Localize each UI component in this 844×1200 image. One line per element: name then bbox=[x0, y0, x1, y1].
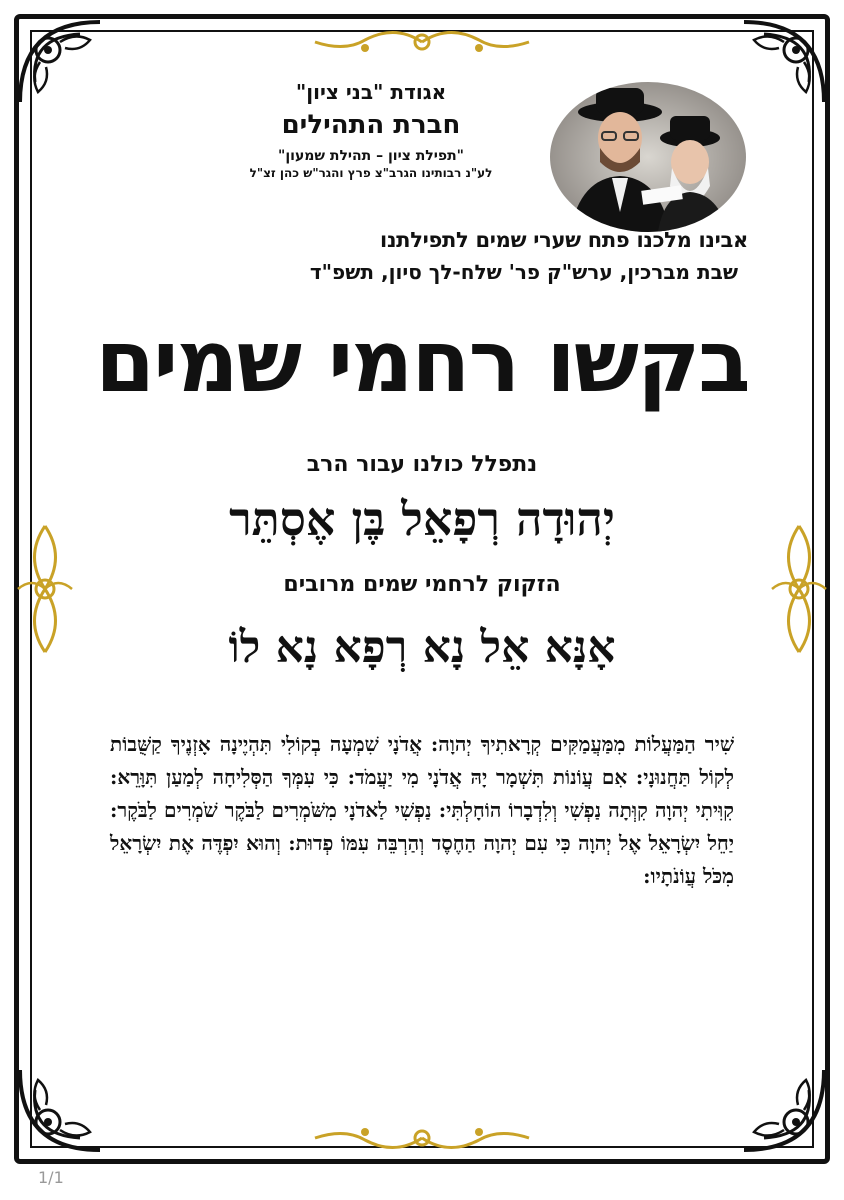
corner-flourish-icon bbox=[734, 12, 834, 112]
gold-ornament-icon bbox=[768, 522, 830, 656]
corner-flourish-icon bbox=[10, 1060, 110, 1160]
plea-line: אָנָּא אֵל נָא רְפָא נָא לוֹ bbox=[228, 622, 616, 673]
page-title: בקשו רחמי שמים bbox=[95, 312, 749, 412]
psalm-text: שִׁיר הַמַּעֲלוֹת מִמַּעֲמַקִּים קְרָאתִיךָ יְהוָה: אֲדֹנָי שִׁמְעָה בְקוֹלִי תִּהְיֶינָה אָזְנֶיךָ קַשֻּׁבוֹת לְקוֹל תַּחֲנוּנָי: אִם עֲוֹנוֹת תִּשְׁמָר יָהּ אֲדֹנָי מִי יַעֲמֹד: כִּי עִמְּךָ הַסְּלִיחָה לְמַעַן תִּוָּרֵא: קִוִּיתִי יְהוָה קִוְּתָה נַפְשִׁי וְלִדְבָרוֹ הוֹחָלְתִּי: נַפְשִׁי לַאדֹנָי מִשֹּׁמְרִים לַבֹּקֶר שֹׁמְרִים לַבֹּקֶר: יַחֵל יִשְׂרָאֵל אֶל יְהוָה כִּי עִם יְהוָה הַחֶסֶד וְהַרְבֵּה עִמּוֹ פְדוּת: וְהוּא יִפְדֶּה אֶת יִשְׂרָאֵל מִכֹּל עֲוֹנֹתָיו: bbox=[110, 732, 734, 888]
dedication-line: לע"נ רבותינו הגרב"צ פרץ והגר"ש כהן זצ"ל bbox=[249, 166, 493, 180]
page-counter: 1/1 bbox=[38, 1168, 64, 1187]
organization-block bbox=[206, 80, 536, 180]
pray-for-line: נתפלל כולנו עבור הרב bbox=[306, 452, 538, 477]
gold-ornament-icon bbox=[14, 522, 76, 656]
corner-flourish-icon bbox=[10, 12, 110, 112]
gold-ornament-icon bbox=[305, 1118, 539, 1158]
date-line: שבת מברכין, ערש"ק פר' שלח-לך סיון, תשפ"ד bbox=[309, 260, 738, 284]
header-block bbox=[98, 62, 746, 292]
motto-line: אבינו מלכנו פתח שערי שמים לתפילתנו bbox=[380, 228, 748, 252]
needs-mercy-line: הזקוק לרחמי שמים מרובים bbox=[283, 572, 561, 597]
org-name: אגודת "בני ציון" bbox=[295, 80, 447, 104]
photo-portrait bbox=[550, 82, 746, 232]
prayer-names: "תפילת ציון – תהילת שמעון" bbox=[278, 148, 464, 164]
society-name: חברת התהילים bbox=[281, 110, 461, 140]
patient-name: יְהוּדָה רְפָאֵל בֶּן אֶסְתֵּר bbox=[229, 492, 615, 546]
gold-ornament-icon bbox=[305, 22, 539, 62]
corner-flourish-icon bbox=[734, 1060, 834, 1160]
